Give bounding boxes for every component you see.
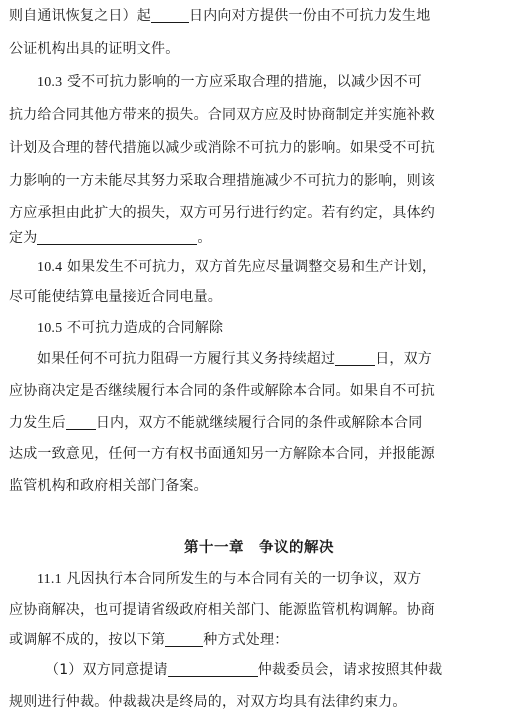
- text-segment: 尽可能使结算电量接近合同电量。: [9, 289, 222, 305]
- text-segment: 方应承担由此扩大的损失，双方可另行进行约定。若有约定，具体约: [9, 205, 435, 221]
- fill-in-blank: [66, 415, 96, 430]
- text-line: [9, 630, 288, 650]
- text-segment: 公证机构出具的证明文件。: [9, 41, 180, 57]
- text-line: [37, 349, 432, 369]
- text-line: [9, 203, 435, 223]
- text-segment: 受不可抗力影响的一方应采取合理的措施，以减少因不可: [66, 74, 422, 90]
- text-line: [9, 444, 435, 464]
- text-segment: 计划及合理的替代措施以减少或消除不可抗力的影响。如果受不可抗: [9, 140, 435, 156]
- text-segment: 力影响的一方未能尽其努力采取合理措施减少不可抗力的影响，则该: [9, 173, 435, 189]
- fill-in-blank: [151, 8, 189, 23]
- text-segment: 如果发生不可抗力，双方首先应尽量调整交易和生产计划，: [66, 259, 437, 275]
- text-line: [9, 39, 179, 59]
- text-line: [9, 600, 435, 620]
- text-line: [9, 171, 435, 191]
- fill-in-blank: [165, 632, 203, 647]
- fill-in-blank: [168, 662, 258, 677]
- text-segment: 如果任何不可抗力阻碍一方履行其义务持续超过: [37, 351, 336, 367]
- text-segment: 。: [197, 230, 212, 246]
- text-segment: 力发生后: [9, 415, 66, 431]
- heading-text: 第十一章 争议的解决: [184, 540, 334, 556]
- text-line: [9, 228, 212, 248]
- text-segment: 应协商决定是否继续履行本合同的条件或解除本合同。如果自不可抗: [9, 383, 435, 399]
- text-line: [45, 660, 442, 680]
- text-segment: 或调解不成的，按以下第: [9, 632, 166, 648]
- text-line: [9, 692, 407, 712]
- clause-number: 10.5: [37, 321, 63, 336]
- fill-in-blank: [37, 230, 197, 245]
- text-segment: 应协商解决，也可提请省级政府相关部门、能源监管机构调解。协商: [9, 602, 435, 618]
- text-line: [9, 413, 422, 433]
- text-segment: 监管机构和政府相关部门备案。: [9, 478, 208, 494]
- text-line: [37, 569, 421, 589]
- text-line: [37, 318, 223, 338]
- text-line: [9, 6, 430, 26]
- chapter-heading: [184, 538, 334, 558]
- text-segment: 抗力给合同其他方带来的损失。合同双方应及时协商制定并实施补救: [9, 107, 435, 123]
- text-segment: 凡因执行本合同所发生的与本合同有关的一切争议，双方: [66, 571, 422, 587]
- clause-number: 11.1: [37, 572, 62, 587]
- text-segment: （1）双方同意提请: [45, 662, 168, 678]
- text-line: [9, 138, 435, 158]
- text-segment: 日，双方: [375, 351, 433, 367]
- text-segment: 规则进行仲裁。仲裁裁决是终局的，对双方均具有法律约束力。: [9, 694, 407, 710]
- text-segment: 日内，双方不能就继续履行合同的条件或解除本合同: [95, 415, 423, 431]
- text-line: [37, 257, 436, 277]
- text-segment: 不可抗力造成的合同解除: [66, 320, 224, 336]
- text-segment: 仲裁委员会，请求按照其仲裁: [257, 662, 443, 678]
- text-segment: 则自通讯恢复之日）起: [9, 8, 151, 24]
- fill-in-blank: [335, 351, 375, 366]
- text-line: [9, 476, 208, 496]
- text-segment: 达成一致意见，任何一方有权书面通知另一方解除本合同，并报能源: [9, 446, 435, 462]
- text-line: [9, 105, 435, 125]
- text-line: [9, 381, 435, 401]
- clause-number: 10.3: [37, 75, 63, 90]
- clause-number: 10.4: [37, 260, 63, 275]
- text-line: [37, 72, 422, 92]
- text-line: [9, 287, 222, 307]
- text-segment: 定为: [9, 230, 38, 246]
- text-segment: 种方式处理：: [203, 632, 289, 648]
- text-segment: 日内向对方提供一份由不可抗力发生地: [189, 8, 431, 24]
